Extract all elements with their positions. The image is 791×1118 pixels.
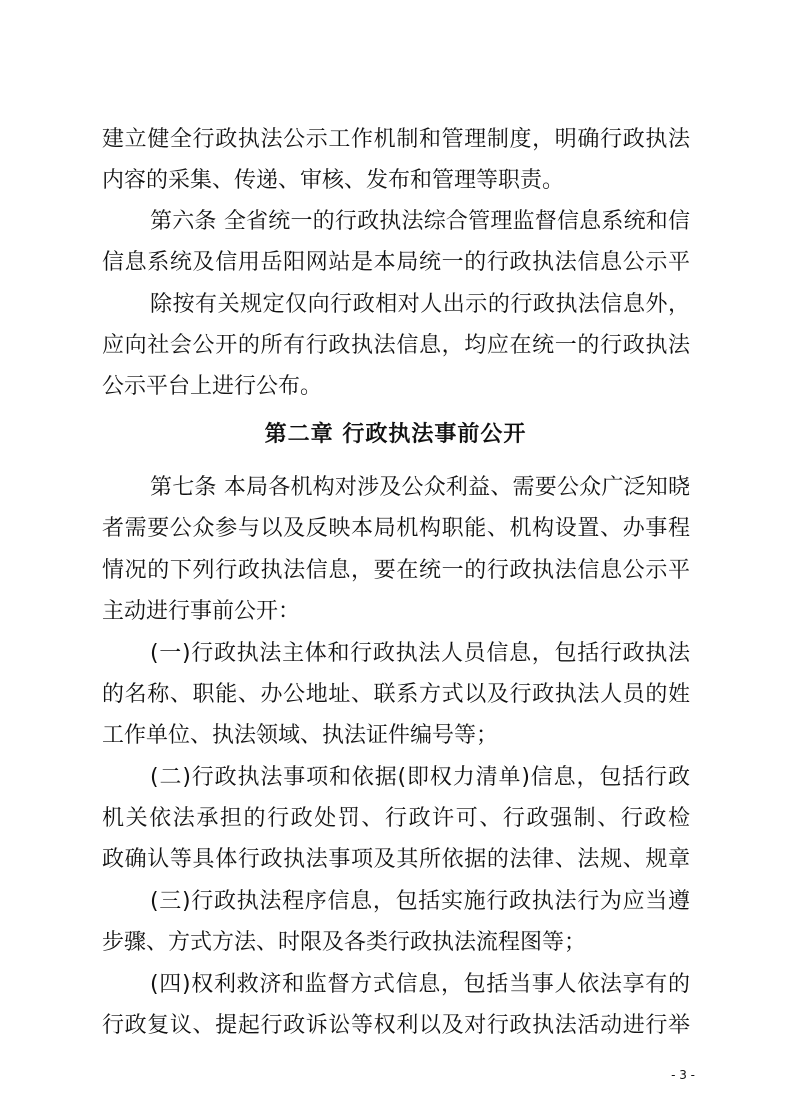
text-line: 行政复议、提起行政诉讼等权利以及对行政执法活动进行举	[102, 1013, 690, 1038]
chapter-title: 第二章 行政执法事前公开	[264, 422, 527, 447]
text-line: 应向社会公开的所有行政执法信息，均应在统一的行政执法	[102, 333, 690, 358]
text-line: 建立健全行政执法公示工作机制和管理制度，明确行政执法	[102, 127, 690, 152]
text-line: 机关依法承担的行政处罚、行政许可、行政强制、行政检	[102, 806, 690, 831]
text-line: 除按有关规定仅向行政相对人出示的行政执法信息外，	[150, 292, 690, 317]
text-line: 的名称、职能、办公地址、联系方式以及行政执法人员的姓	[102, 682, 690, 707]
article-6-line: 第六条 全省统一的行政执法综合管理监督信息系统和信	[150, 209, 690, 234]
text-line: 主动进行事前公开：	[102, 599, 301, 624]
article-7-line: 第七条 本局各机构对涉及公众利益、需要公众广泛知晓	[150, 475, 690, 500]
text-line: 情况的下列行政执法信息，要在统一的行政执法信息公示平	[102, 558, 690, 583]
text-line: 信息系统及信用岳阳网站是本局统一的行政执法信息公示平	[102, 250, 690, 275]
item-4-line: (四)权利救济和监督方式信息，包括当事人依法享有的	[150, 972, 690, 997]
text-line: 步骤、方式方法、时限及各类行政执法流程图等；	[102, 930, 587, 955]
item-2-line: (二)行政执法事项和依据(即权力清单)信息，包括行政	[150, 765, 690, 790]
text-line: 者需要公众参与以及反映本局机构职能、机构设置、办事程	[102, 516, 690, 541]
text-line: 工作单位、执法领域、执法证件编号等；	[102, 723, 499, 748]
text-line: 内容的采集、传递、审核、发布和管理等职责。	[102, 168, 565, 193]
text-line: 政确认等具体行政执法事项及其所依据的法律、法规、规章	[102, 847, 690, 872]
item-3-line: (三)行政执法程序信息，包括实施行政执法行为应当遵	[150, 889, 690, 914]
page-number: - 3 -	[671, 1068, 695, 1082]
text-line: 公示平台上进行公布。	[102, 374, 323, 399]
item-1-line: (一)行政执法主体和行政执法人员信息，包括行政执法	[150, 641, 690, 666]
